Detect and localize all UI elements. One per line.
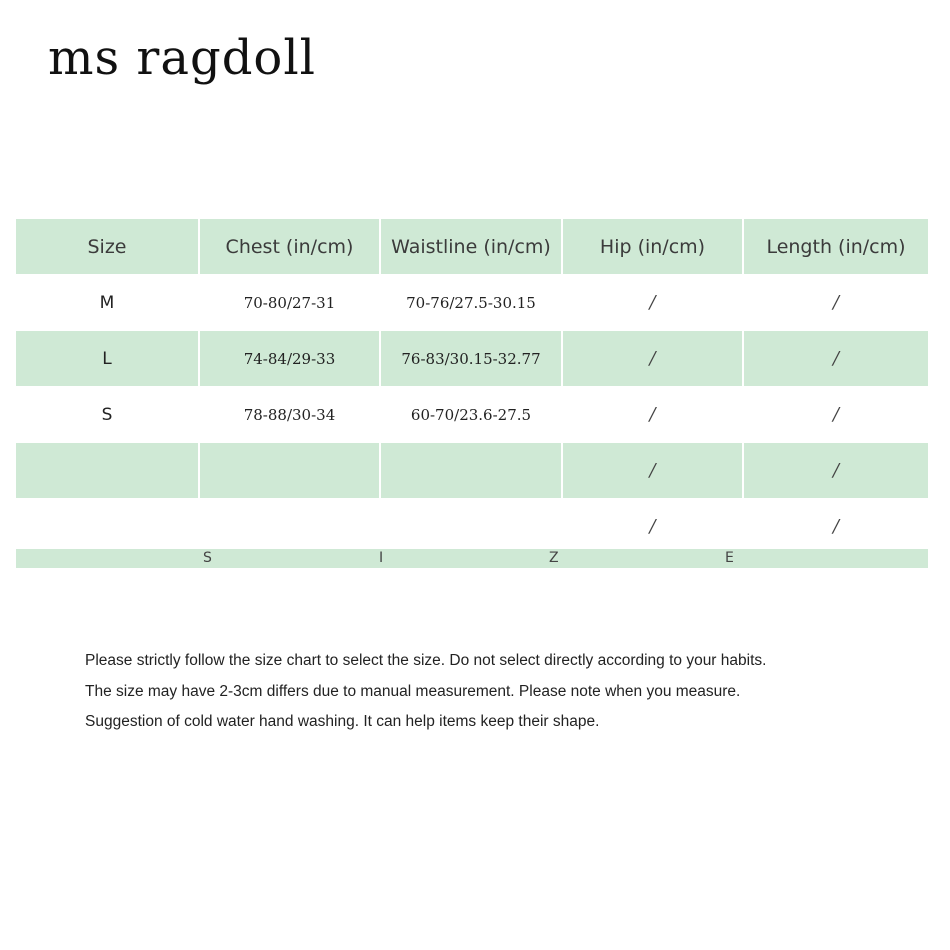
table-row (16, 331, 928, 387)
cell-waistline: 70-76/27.5-30.15 (380, 275, 562, 331)
note-line: Suggestion of cold water hand washing. It can help items keep their shape. (85, 713, 600, 730)
size-footer-strip (16, 549, 928, 568)
cell-length: / (743, 499, 928, 555)
table-row (16, 443, 928, 499)
table-row (16, 275, 928, 331)
cell-waistline (380, 443, 562, 499)
header-chest: Chest (in/cm) (199, 219, 380, 275)
table-row (16, 387, 928, 443)
cell-chest (199, 443, 380, 499)
size-chart-table (16, 219, 928, 555)
cell-chest: 70-80/27-31 (199, 275, 380, 331)
cell-size: L (16, 331, 199, 387)
header-waistline: Waistline (in/cm) (380, 219, 562, 275)
header-size: Size (16, 219, 199, 275)
cell-size (16, 499, 199, 555)
cell-size (16, 443, 199, 499)
cell-length: / (743, 387, 928, 443)
size-notes (85, 646, 766, 738)
cell-hip: / (562, 499, 743, 555)
table-header-row (16, 219, 928, 275)
cell-hip: / (562, 387, 743, 443)
cell-size: S (16, 387, 199, 443)
note-line: The size may have 2-3cm differs due to manual measurement. Please note when you measure. (85, 682, 741, 700)
cell-waistline (380, 499, 562, 555)
size-strip-letter: Z (549, 550, 559, 566)
header-hip: Hip (in/cm) (562, 219, 743, 275)
header-length: Length (in/cm) (743, 219, 928, 275)
cell-hip: / (562, 275, 743, 331)
size-strip-letter: E (725, 550, 734, 566)
brand-logo: ms ragdoll (48, 30, 317, 86)
cell-waistline: 60-70/23.6-27.5 (380, 387, 562, 443)
cell-length: / (743, 443, 928, 499)
size-strip-letter: I (379, 550, 384, 566)
note-line: Please strictly follow the size chart to select the size. Do not select directly according to your habits. (85, 652, 767, 669)
cell-waistline: 76-83/30.15-32.77 (380, 331, 562, 387)
cell-chest: 78-88/30-34 (199, 387, 380, 443)
table-row (16, 499, 928, 555)
cell-chest (199, 499, 380, 555)
cell-hip: / (562, 443, 743, 499)
size-strip-letter: S (203, 550, 212, 566)
cell-chest: 74-84/29-33 (199, 331, 380, 387)
cell-length: / (743, 331, 928, 387)
cell-hip: / (562, 331, 743, 387)
cell-length: / (743, 275, 928, 331)
cell-size: M (16, 275, 199, 331)
